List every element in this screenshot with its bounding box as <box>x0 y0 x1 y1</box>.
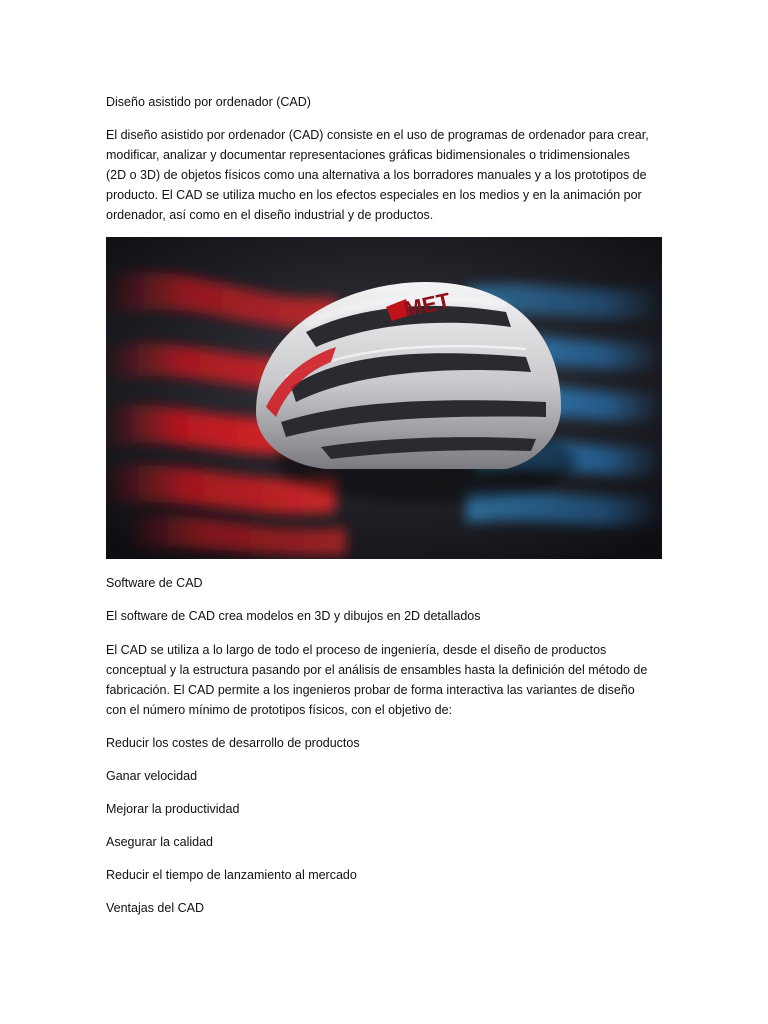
process-line: con el número mínimo de prototipos físicos, con el objetivo de: <box>106 703 453 717</box>
intro-line: producto. El CAD se utiliza mucho en los efectos especiales en los medios y en la animación por <box>106 188 642 202</box>
objective-item: Asegurar la calidad <box>106 835 214 849</box>
process-line: fabricación. El CAD permite a los ingenieros probar de forma interactiva las variantes de diseño <box>106 683 635 697</box>
objective-item: Ganar velocidad <box>106 769 198 783</box>
section-title-advantages: Ventajas del CAD <box>106 901 204 915</box>
helmet-logo: MET <box>401 287 453 322</box>
helmet-airflow-image <box>106 237 662 559</box>
objective-item: Reducir los costes de desarrollo de productos <box>106 736 360 750</box>
process-line: conceptual y la estructura pasando por el análisis de ensambles hasta la definición del método de <box>106 663 648 677</box>
objective-item: Mejorar la productividad <box>106 802 240 816</box>
helmet-render <box>106 237 662 559</box>
intro-line: El diseño asistido por ordenador (CAD) consiste en el uso de programas de ordenador para crear, <box>106 128 649 142</box>
objective-item: Reducir el tiempo de lanzamiento al mercado <box>106 868 357 882</box>
intro-paragraph <box>106 125 666 225</box>
intro-line: (2D o 3D) de objetos físicos como una alternativa a los borradores manuales y a los prototipos de <box>106 168 647 182</box>
software-summary: El software de CAD crea modelos en 3D y dibujos en 2D detallados <box>106 609 481 623</box>
intro-line: ordenador, así como en el diseño industrial y de productos. <box>106 208 434 222</box>
process-paragraph <box>106 640 666 720</box>
section-title-software: Software de CAD <box>106 576 203 590</box>
section-title-cad: Diseño asistido por ordenador (CAD) <box>106 95 311 109</box>
process-line: El CAD se utiliza a lo largo de todo el proceso de ingeniería, desde el diseño de productos <box>106 643 607 657</box>
intro-line: modificar, analizar y documentar representaciones gráficas bidimensionales o tridimensionales <box>106 148 630 162</box>
